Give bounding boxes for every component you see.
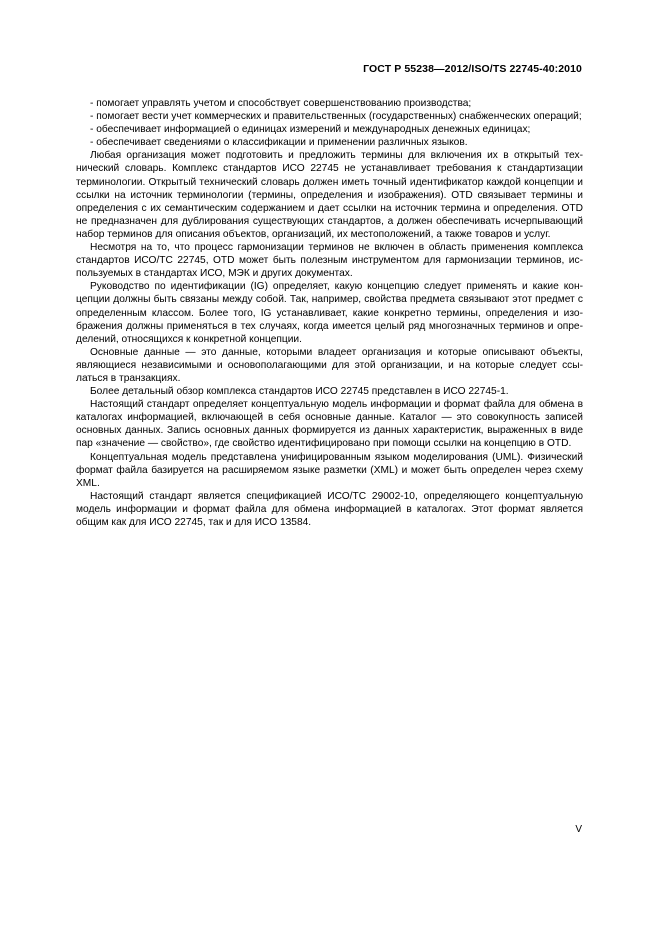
paragraph-specification: Настоящий стандарт является спецификацией ИСО/ТС 29002-10, определяющего концептуальную модель информации и формат файла для обмена информацией в каталогах. Этот формат является общим как для ИСО 22745, так и для ИСО 13584. bbox=[76, 490, 583, 528]
bullet-units: - обеспечивает информацией о единицах измерений и международных денежных единицах; bbox=[90, 124, 531, 136]
paragraph-master-data: Основные данные — это данные, которыми владеет организация и которые описывают объекты, являющиеся независимыми и основополагающими для этой организации, и на которые следует ссылаться в транзакциях. bbox=[76, 346, 583, 384]
paragraph-uml-xml: Концептуальная модель представлена унифицированным языком моделирования (UML). Физический формат файла базируется на расширяемом языке разметки (XML) и может быть определен через схему XML. bbox=[76, 451, 583, 489]
bullet-languages: - обеспечивает сведениями о классификации и применении различных языков. bbox=[90, 137, 468, 149]
paragraph-identification-guide: Руководство по идентификации (IG) определяет, какую концепцию следует применять и какие концепции должны быть связаны между собой. Так, например, свойства предмета связывают этот предмет с определенным классом. Более того, IG устанавливает, какие конкретно термины, определения и изображения должны применяться в тех случаях, когда имеется целый ряд многозначных терминов и определений, относящихся к конкретной концепции. bbox=[76, 281, 583, 345]
paragraph-otd-terms: Любая организация может подготовить и предложить термины для включения их в открытый технический словарь. Комплекс стандартов ИСО 22745 не устанавливает требования к стандартизации терминологии. Открытый технический словарь должен иметь точный идентификатор каждой концепции и ссылки на источник терминологии (термины, определения и изображения). OTD связывает термины и определения с их семантическим содержанием и дает ссылки на источник термина и определения. OTD не предназначен для дублирования существующих стандартов, а должен обеспечивать исчерпывающий набор терминов для описания объектов, организаций, их местоположений, а также товаров и услуг. bbox=[76, 150, 583, 240]
page-number: V bbox=[575, 824, 582, 835]
paragraph-standard-scope: Настоящий стандарт определяет концептуальную модель информации и формат файла для обмена в каталогах информацией, включающей в себя основные данные. Каталог — это совокупность записей основных данных. Запись основных данных формируется из данных характеристик, выраженных в виде пар «значение — свойство», где свойство идентифицировано при помощи ссылки на концепцию в OTD. bbox=[76, 399, 583, 450]
document-header: ГОСТ Р 55238—2012/ISO/TS 22745-40:2010 bbox=[363, 63, 582, 75]
paragraph-harmonization: Несмотря на то, что процесс гармонизации терминов не включен в область применения комплекса стандартов ИСО/ТС 22745, OTD может быть полезным инструментом для гармонизации терминов, используемых в стандартах ИСО, МЭК и других документах. bbox=[76, 242, 583, 280]
bullet-procurement: - помогает вести учет коммерческих и правительственных (государственных) снабженческих операций; bbox=[90, 111, 582, 123]
bullet-accounting: - помогает управлять учетом и способствует совершенствованию производства; bbox=[90, 98, 472, 109]
document-body bbox=[76, 97, 583, 529]
paragraph-overview: Более детальный обзор комплекса стандартов ИСО 22745 представлен в ИСО 22745-1. bbox=[90, 386, 509, 398]
